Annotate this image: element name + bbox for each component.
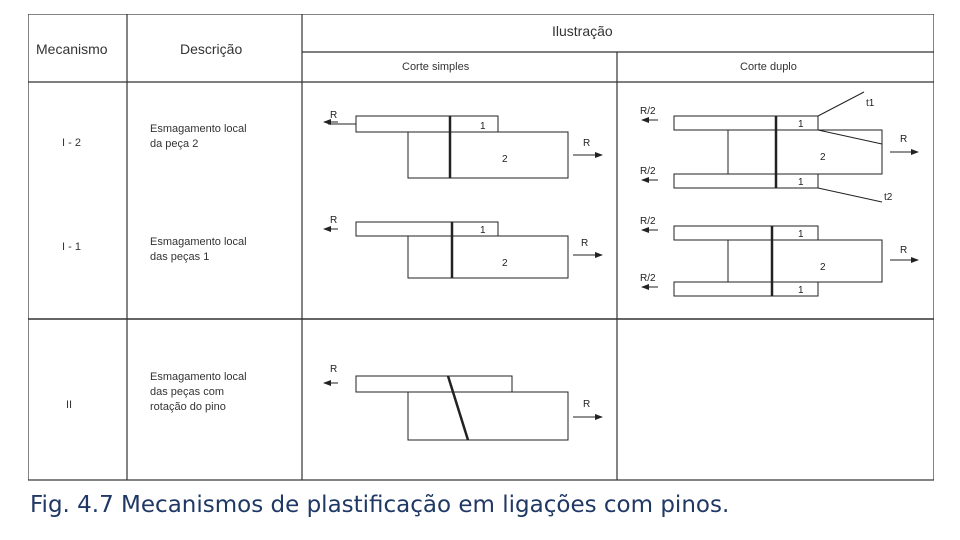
half-force-label: R/2 <box>640 106 656 117</box>
diagram-i2-simple-labels <box>330 110 590 165</box>
diagram-i2-double <box>642 92 918 202</box>
force-label: R <box>583 399 591 410</box>
thickness-2-label: t2 <box>884 192 893 203</box>
row-description: Esmagamento local da peça 2 <box>150 123 247 150</box>
figure-caption: Fig. 4.7 Mecanismos de plastificação em ligações com pinos. <box>30 492 730 518</box>
header-descricao: Descrição <box>180 41 243 57</box>
piece-1-label: 1 <box>480 225 486 236</box>
diagram-i2-double-labels <box>640 98 907 203</box>
thickness-1-label: t1 <box>866 98 875 109</box>
diagram-ii-simple-labels <box>330 364 590 410</box>
diagram-i2-simple <box>324 116 602 178</box>
diagram-i1-double <box>642 226 918 296</box>
row-mechanism: II <box>66 399 73 411</box>
force-label: R <box>900 245 908 256</box>
diagram-i1-simple <box>324 222 602 278</box>
force-label: R <box>900 134 908 145</box>
diagram-i1-double-labels <box>640 216 907 296</box>
piece-2-label: 2 <box>502 258 508 269</box>
piece-1-label: 1 <box>798 119 804 130</box>
force-label: R <box>581 238 589 249</box>
piece-1-label: 1 <box>798 177 804 188</box>
piece-1-label: 1 <box>480 121 486 132</box>
piece-2-label: 2 <box>820 262 826 273</box>
force-label: R <box>583 138 591 149</box>
half-force-label: R/2 <box>640 216 656 227</box>
header-ilustracao: Ilustração <box>552 23 613 39</box>
force-label: R <box>330 215 338 226</box>
mechanisms-table <box>28 14 934 482</box>
diagram-i1-simple-labels <box>330 215 588 269</box>
header-corte-simples: Corte simples <box>402 61 470 73</box>
header-corte-duplo: Corte duplo <box>740 61 797 73</box>
row-mechanism: I - 1 <box>62 241 81 253</box>
piece-2-label: 2 <box>502 154 508 165</box>
row-description: Esmagamento local das peças com rotação do pino <box>150 371 247 413</box>
row-description: Esmagamento local das peças 1 <box>150 236 247 263</box>
half-force-label: R/2 <box>640 166 656 177</box>
force-label: R <box>330 110 338 121</box>
diagram-ii-simple <box>324 376 602 440</box>
piece-1-label: 1 <box>798 285 804 296</box>
half-force-label: R/2 <box>640 273 656 284</box>
force-label: R <box>330 364 338 375</box>
piece-1-label: 1 <box>798 229 804 240</box>
row-mechanism: I - 2 <box>62 137 81 149</box>
header-mecanismo: Mecanismo <box>36 41 108 57</box>
piece-2-label: 2 <box>820 152 826 163</box>
